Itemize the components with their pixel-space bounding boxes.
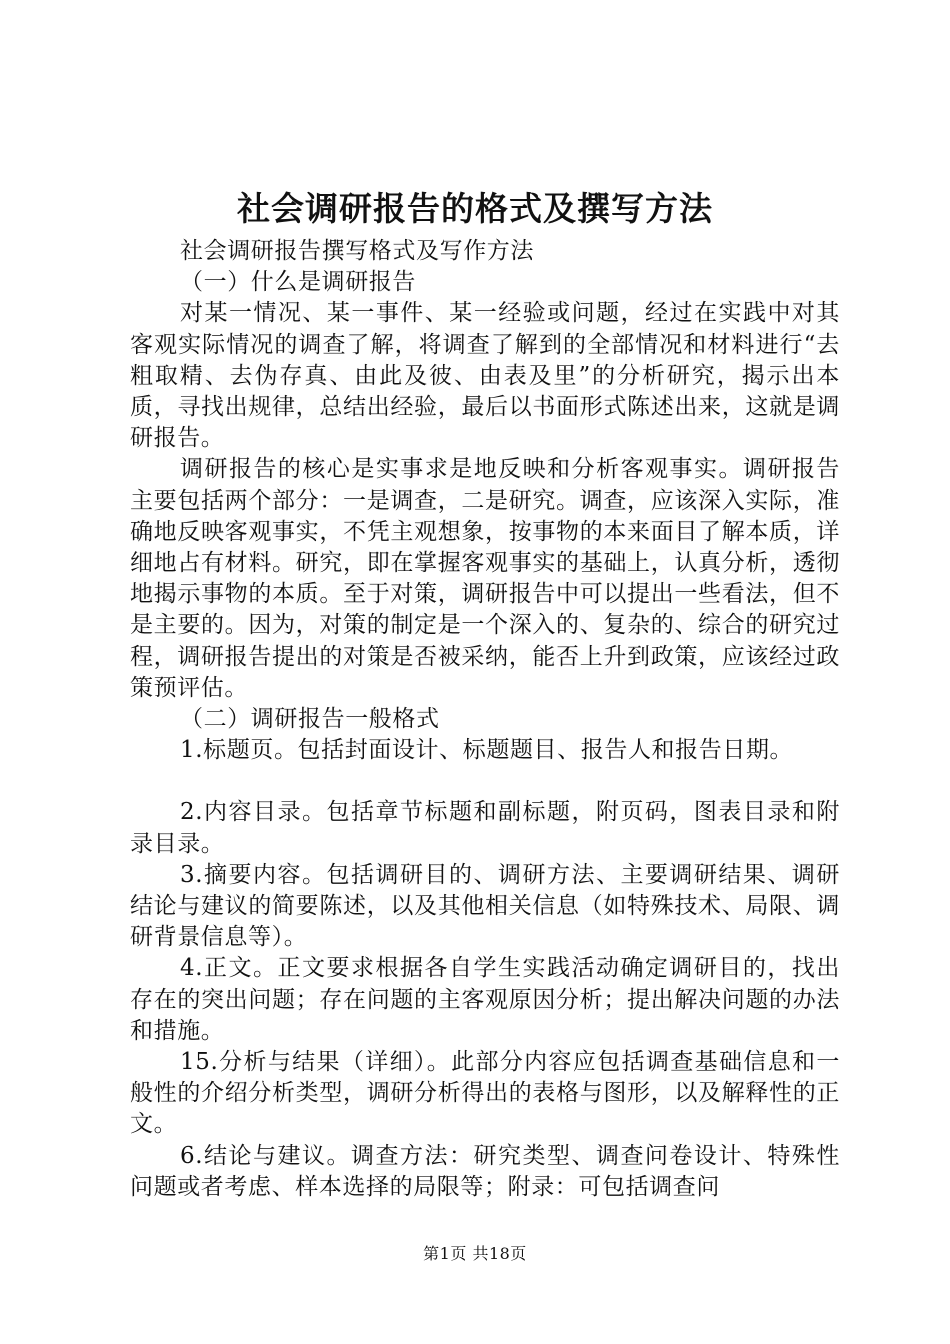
list-item-conclusion: 6.结论与建议。调查方法：研究类型、调查问卷设计、特殊性问题或者考虑、样本选择的局限等；附录：可包括调查问 xyxy=(130,1142,840,1200)
paragraph-definition: 对某一情况、某一事件、某一经验或问题，经过在实践中对其客观实际情况的调查了解，将调查了解到的全部情况和材料进行“去粗取精、去伪存真、由此及彼、由表及里”的分析研究，揭示出本质，寻找出规律，总结出经验，最后以书面形式陈述出来，这就是调研报告。 xyxy=(130,300,840,452)
document-body xyxy=(130,236,840,1203)
page-number-footer: 第1页 共18页 xyxy=(423,1244,527,1263)
list-item-title-page: 1.标题页。包括封面设计、标题题目、报告人和报告日期。 xyxy=(180,737,794,764)
list-item-main-text: 4.正文。正文要求根据各自学生实践活动确定调研目的，找出存在的突出问题；存在问题的主客观原因分析；提出解决问题的办法和措施。 xyxy=(130,955,840,1044)
list-item-analysis: 15.分析与结果（详细）。此部分内容应包括调查基础信息和一般性的介绍分析类型，调研分析得出的表格与图形，以及解释性的正文。 xyxy=(130,1049,840,1138)
section-heading-format: （二）调研报告一般格式 xyxy=(180,706,440,733)
list-item-contents: 2.内容目录。包括章节标题和副标题，附页码，图表目录和附录目录。 xyxy=(130,799,840,857)
section-heading-what-is: （一）什么是调研报告 xyxy=(180,269,416,296)
list-item-abstract: 3.摘要内容。包括调研目的、调研方法、主要调研结果、调研结论与建议的简要陈述，以及其他相关信息（如特殊技术、局限、调研背景信息等）。 xyxy=(130,861,840,951)
paragraph-core: 调研报告的核心是实事求是地反映和分析客观事实。调研报告主要包括两个部分：一是调查，二是研究。调查，应该深入实际，准确地反映客观事实，不凭主观想象，按事物的本来面目了解本质，详细地占有材料。研究，即在掌握客观事实的基础上，认真分析，透彻地揭示事物的本质。至于对策，调研报告中可以提出一些看法，但不是主要的。因为，对策的制定是一个深入的、复杂的、综合的研究过程，调研报告提出的对策是否被采纳，能否上升到政策，应该经过政策预评估。 xyxy=(130,456,840,701)
document-title: 社会调研报告的格式及撰写方法 xyxy=(237,189,713,228)
subtitle-line: 社会调研报告撰写格式及写作方法 xyxy=(180,238,534,264)
